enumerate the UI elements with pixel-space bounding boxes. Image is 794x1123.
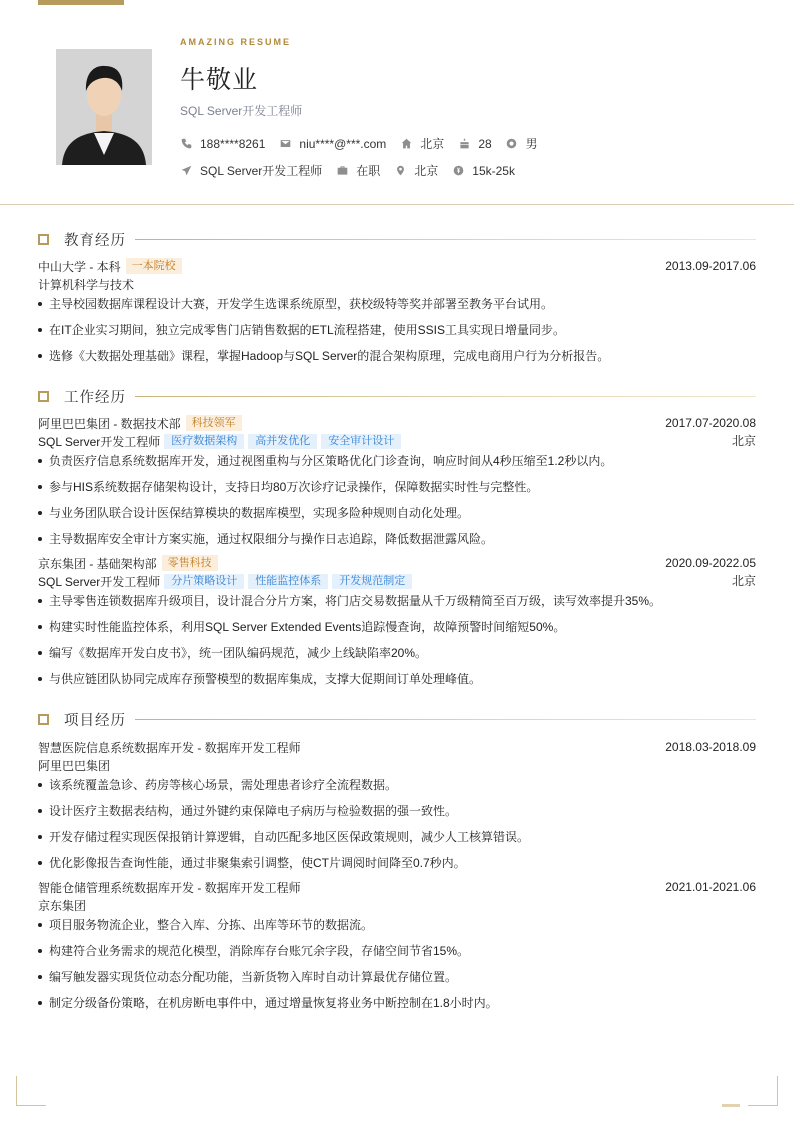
gender-info [506,135,538,152]
target-city-text: 北京 [414,164,439,178]
work-header [38,386,756,406]
school-name: 中山大学 - 本科 [38,259,121,274]
major-row [38,275,756,293]
email-text: niu****@***.com [299,136,387,151]
project-entry-head [38,738,756,756]
bottom-accent-dash [722,1104,740,1107]
projects-title: 项目经历 [64,712,126,729]
work-role-row [38,572,756,590]
home-icon [400,138,412,150]
education-header [38,229,756,249]
candidate-title: SQL Server开发工程师 [180,104,303,118]
company-name: 京东集团 - 基础架构部 [38,556,157,571]
project-bullet: 设计医疗主数据表结构，通过外键约束保障电子病历与检验数据的强一致性。 [38,802,756,820]
project-bullet: 项目服务物流企业，整合入库、分拣、出库等环节的数据流。 [38,916,756,934]
resume-header [0,0,794,205]
briefcase-icon [336,165,348,177]
education-bullet: 主导校园数据库课程设计大赛，开发学生选课系统原型，获校级特等奖并部署至教务平台试用。 [38,295,756,313]
age-text: 28 [478,136,492,151]
skill-tag: 安全审计设计 [321,434,401,449]
work-location: 北京 [731,434,756,448]
project-bullet: 该系统覆盖急诊、药房等核心场景，需处理患者诊疗全流程数据。 [38,776,756,794]
phone-text: 188****8261 [200,136,266,151]
project-entry-head [38,878,756,896]
projects-header [38,709,756,729]
send-icon [180,165,192,177]
education-date: 2013.09-2017.06 [665,259,756,273]
profile-photo [56,49,152,165]
work-bullet: 主导数据库安全审计方案实施，通过权限细分与操作日志追踪，降低数据泄露风险。 [38,530,756,548]
work-role: SQL Server开发工程师 [38,574,161,589]
age-info [458,137,491,151]
work-bullet: 与业务团队联合设计医保结算模块的数据库模型，实现多险种规则自动化处理。 [38,504,756,522]
target-position-info [180,162,322,179]
education-title: 教育经历 [64,232,126,249]
corner-decoration-left [16,1076,46,1106]
corner-decoration-right [748,1076,778,1106]
work-bullet: 参与HIS系统数据存储架构设计，支持日均80万次诊疗记录操作，保障数据实时性与完整性。 [38,478,756,496]
work-entry [38,554,756,688]
section-marker-icon [38,714,49,725]
project-entry [38,738,756,872]
work-date: 2017.07-2020.08 [665,416,756,430]
work-role: SQL Server开发工程师 [38,434,161,449]
project-entry [38,878,756,1012]
skill-tag: 高并发优化 [248,434,317,449]
education-bullet: 选修《大数据处理基础》课程，掌握Hadoop与SQL Server的混合架构原理，完成电商用户行为分析报告。 [38,347,756,365]
status-text: 在职 [356,164,381,178]
section-marker-icon [38,391,49,402]
project-org: 阿里巴巴集团 [38,758,111,773]
education-bullet: 在IT企业实习期间，独立完成零售门店销售数据的ETL流程搭建，使用SSIS工具实现日增量同步。 [38,321,756,339]
work-bullet: 与供应链团队协同完成库存预警模型的数据库集成，支撑大促期间订单处理峰值。 [38,670,756,688]
skill-tag: 开发规范制定 [332,574,412,589]
salary-text: 15k-25k [472,163,515,178]
project-org-row [38,756,756,774]
status-info [336,162,380,179]
target-position-text: SQL Server开发工程师 [200,164,323,178]
project-bullet: 构建符合业务需求的规范化模型，消除库存台账冗余字段，存储空间节省15%。 [38,942,756,960]
company-badge: 零售科技 [162,555,218,571]
project-date: 2018.03-2018.09 [665,740,756,754]
project-bullet: 优化影像报告查询性能，通过非聚集索引调整，使CT片调阅时间降至0.7秒内。 [38,854,756,872]
location-pin-icon [394,165,406,177]
work-bullet: 主导零售连锁数据库升级项目，设计混合分片方案，将门店交易数据量从千万级精简至百万级，读写效率提升35%。 [38,592,756,610]
email-info [279,137,386,151]
projects-section [38,709,756,1012]
work-entry-head [38,414,756,432]
project-org: 京东集团 [38,898,87,913]
company-badge: 科技领军 [186,415,242,431]
candidate-name: 牛敬业 [180,66,259,94]
project-bullet: 编写触发器实现货位动态分配功能，当新货物入库时自动计算最优存储位置。 [38,968,756,986]
project-date: 2021.01-2021.06 [665,880,756,894]
salary-icon [452,165,464,177]
work-bullet: 编写《数据库开发白皮书》，统一团队编码规范，减少上线缺陷率20%。 [38,644,756,662]
contact-info-row [180,135,552,152]
resume-tagline: AMAZING RESUME [180,37,291,47]
section-marker-icon [38,234,49,245]
work-bullet: 构建实时性能监控体系，利用SQL Server Extended Events追踪慢查询，故障预警时间缩短50%。 [38,618,756,636]
residence-text: 北京 [420,137,445,151]
school-badge: 一本院校 [126,258,182,274]
section-divider [135,239,756,240]
project-bullet: 制定分级备份策略，在机房断电事件中，通过增量恢复将业务中断控制在1.8小时内。 [38,994,756,1012]
skill-tag: 分片策略设计 [164,574,244,589]
phone-info [180,137,265,151]
section-divider [135,396,756,397]
education-entry-head [38,257,756,275]
target-city-info [394,162,438,179]
education-section [38,229,756,365]
mail-icon [279,138,291,150]
gender-icon [506,138,518,150]
project-name: 智能仓储管理系统数据库开发 - 数据库开发工程师 [38,880,301,895]
skill-tag: 医疗数据架构 [164,434,244,449]
job-intent-row [180,162,529,179]
skill-tag: 性能监控体系 [248,574,328,589]
work-entry-head [38,554,756,572]
work-entry [38,414,756,548]
work-section [38,386,756,688]
project-bullet: 开发存储过程实现医保报销计算逻辑，自动匹配多地区医保政策规则，减少人工核算错误。 [38,828,756,846]
work-role-row [38,432,756,450]
work-title: 工作经历 [64,389,126,406]
cake-icon [458,138,470,150]
project-name: 智慧医院信息系统数据库开发 - 数据库开发工程师 [38,740,301,755]
work-date: 2020.09-2022.05 [665,556,756,570]
phone-icon [180,138,192,150]
salary-info [452,164,515,178]
work-location: 北京 [731,574,756,588]
education-entry [38,257,756,365]
project-org-row [38,896,756,914]
major-name: 计算机科学与技术 [38,277,135,292]
company-name: 阿里巴巴集团 - 数据技术部 [38,416,181,431]
residence-info [400,135,444,152]
section-divider [135,719,756,720]
work-bullet: 负责医疗信息系统数据库开发，通过视图重构与分区策略优化门诊查询，响应时间从4秒压缩至1.2秒以内。 [38,452,756,470]
gender-text: 男 [525,137,538,151]
